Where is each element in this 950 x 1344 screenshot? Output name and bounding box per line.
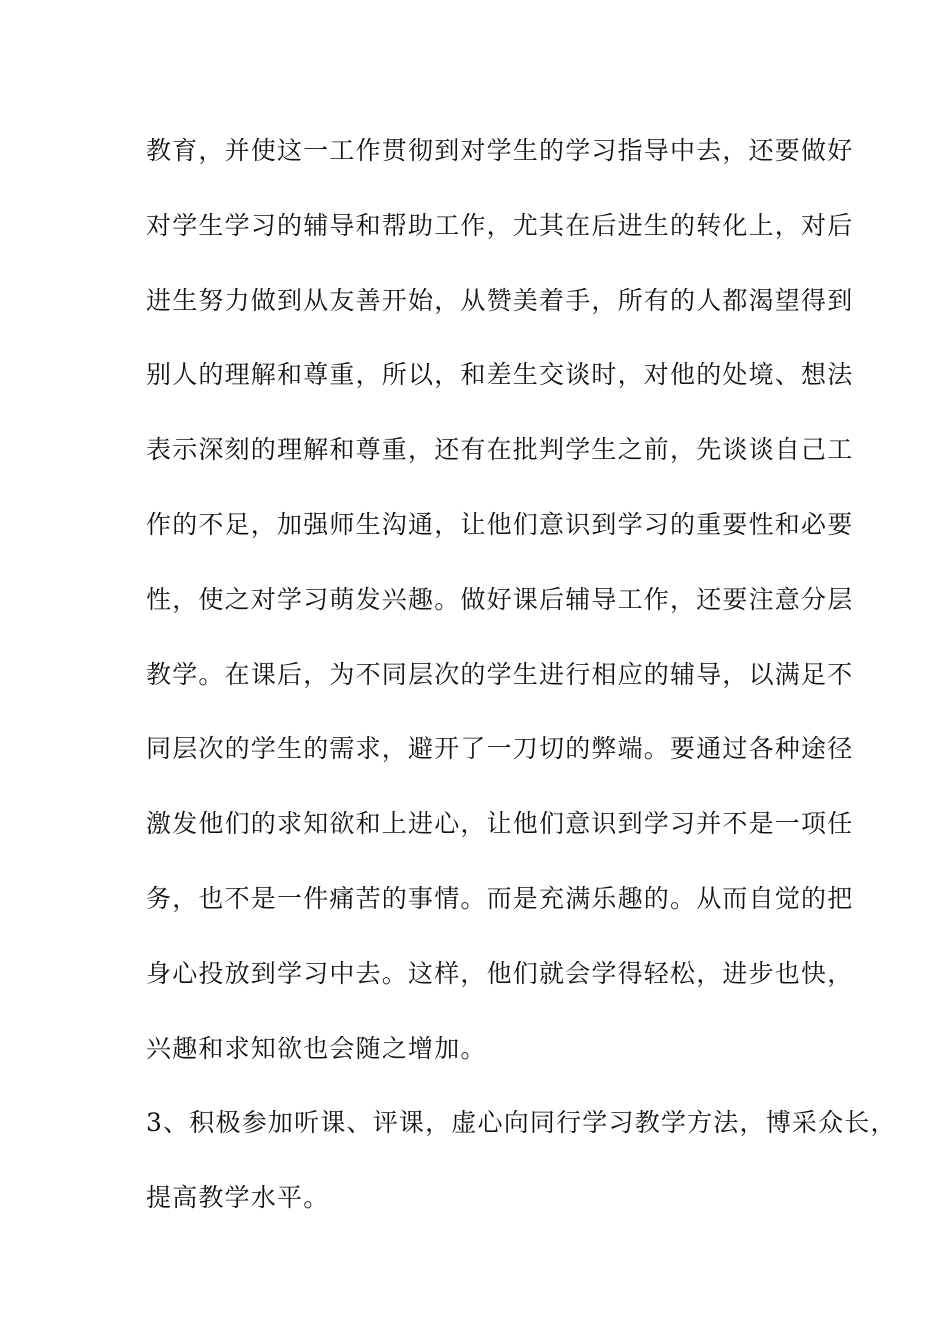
body-text: [146, 131, 897, 1253]
text-line: 兴趣和求知欲也会随之增加。: [146, 1033, 487, 1063]
text-line: 对学生学习的辅导和帮助工作，尤其在后进生的转化上，对后: [146, 210, 854, 240]
text-line: 同层次的学生的需求，避开了一刀切的弊端。要通过各种途径: [146, 734, 854, 764]
text-line: 教学。在课后，为不同层次的学生进行相应的辅导，以满足不: [146, 659, 854, 689]
text-line: 性，使之对学习萌发兴趣。做好课后辅导工作，还要注意分层: [146, 584, 854, 614]
text-line: 表示深刻的理解和尊重，还有在批判学生之前，先谈谈自己工: [146, 435, 854, 465]
text-line: 务，也不是一件痛苦的事情。而是充满乐趣的。从而自觉的把: [146, 883, 854, 913]
text-line: 教育，并使这一工作贯彻到对学生的学习指导中去，还要做好: [146, 136, 854, 165]
text-line: 作的不足，加强师生沟通，让他们意识到学习的重要性和必要: [146, 509, 854, 539]
text-line: 进生努力做到从友善开始，从赞美着手，所有的人都渴望得到: [146, 285, 854, 315]
numbered-item-line: 提高教学水平。: [146, 1183, 330, 1213]
numbered-item-line: 3、积极参加听课、评课，虚心向同行学习教学方法，博采众长，: [146, 1108, 897, 1138]
text-line: 激发他们的求知欲和上进心，让他们意识到学习并不是一项任: [146, 809, 854, 839]
text-line: 身心投放到学习中去。这样，他们就会学得轻松，进步也快，: [146, 958, 854, 988]
text-line: 别人的理解和尊重，所以，和差生交谈时，对他的处境、想法: [146, 360, 854, 390]
